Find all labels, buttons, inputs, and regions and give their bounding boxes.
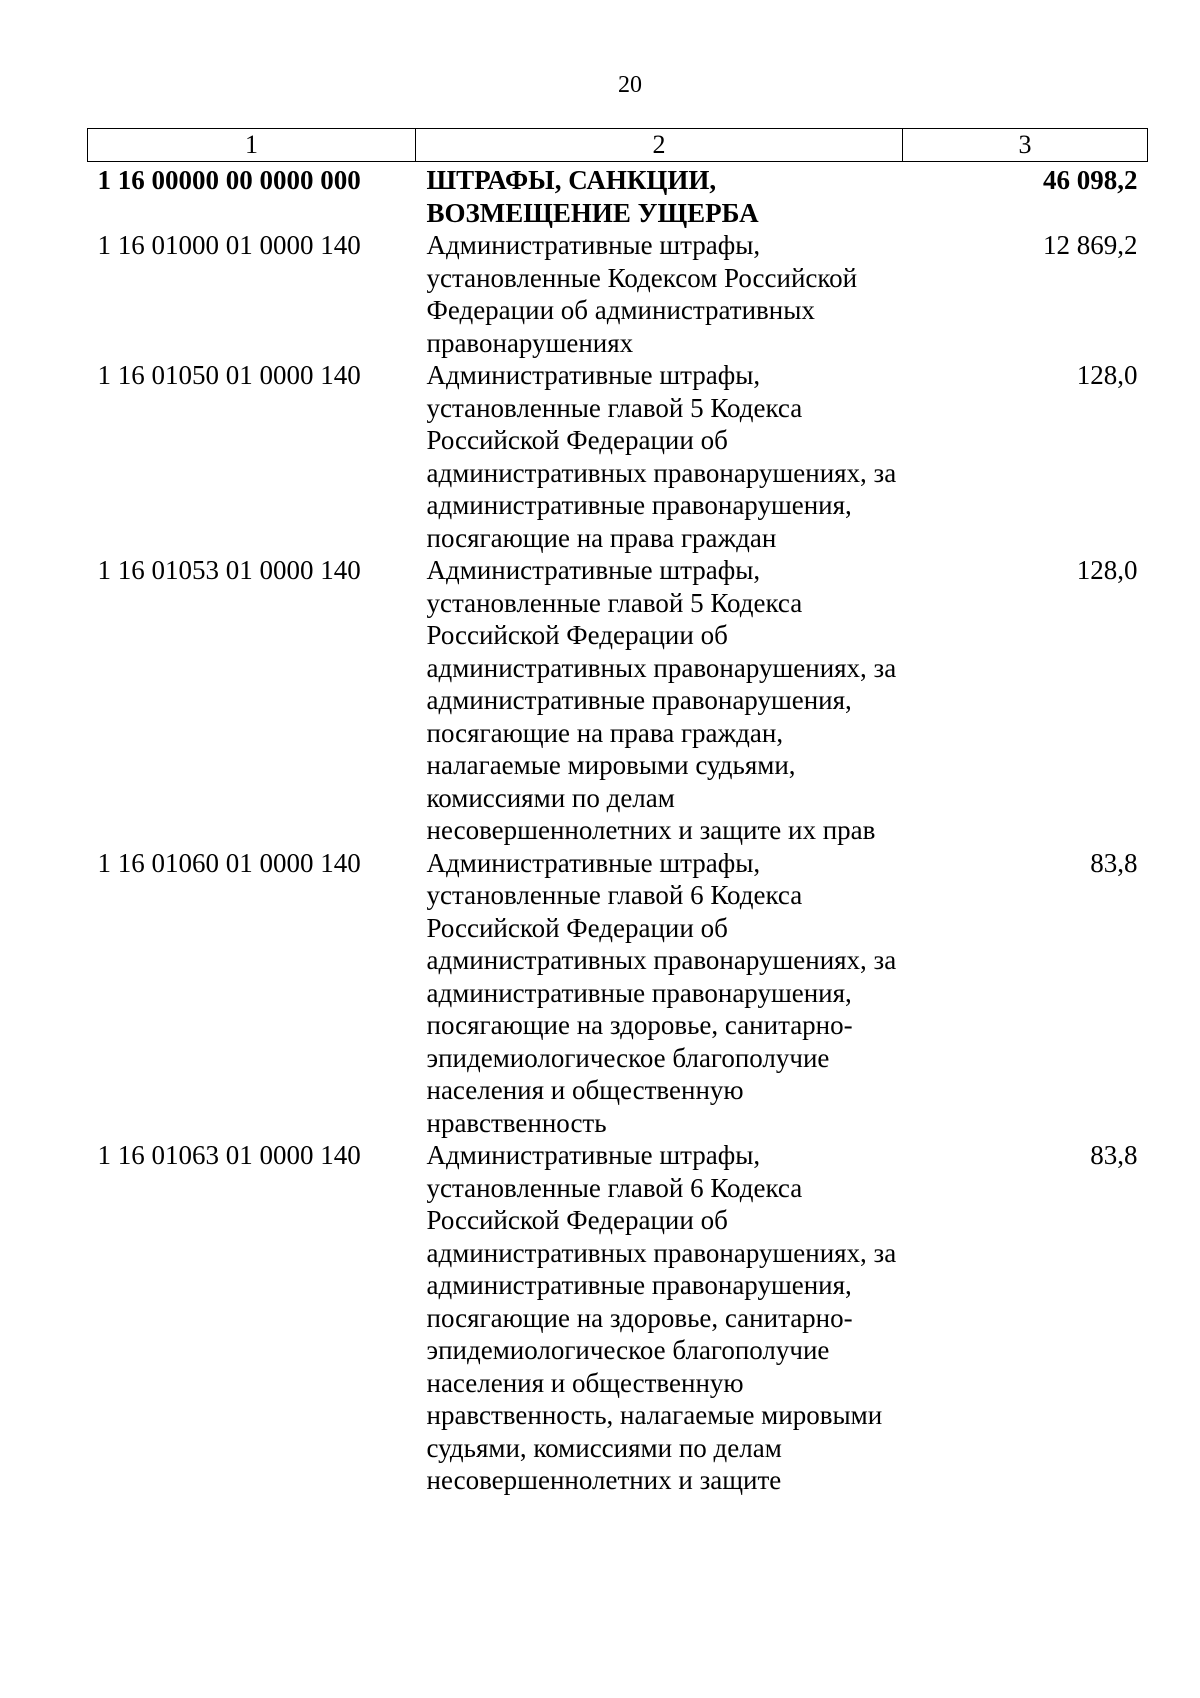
header-col-1: 1 <box>88 129 416 162</box>
row-code: 1 16 01053 01 0000 140 <box>97 555 361 585</box>
row-amount: 83,8 <box>1090 847 1138 878</box>
row-name: ШТРАФЫ, САНКЦИИ, ВОЗМЕЩЕНИЕ УЩЕРБА <box>426 165 759 228</box>
row-code: 1 16 01000 01 0000 140 <box>97 230 361 260</box>
table-row <box>88 229 1148 359</box>
header-col-3: 3 <box>903 129 1148 162</box>
row-amount: 128,0 <box>1076 360 1138 390</box>
row-name: Административные штрафы, установленные главой 5 Кодекса Российской Федерации об административных правонарушениях, за административные правонарушения, посягающие на права граждан <box>426 360 897 553</box>
table-row <box>88 1139 1148 1497</box>
table-row <box>88 359 1148 554</box>
row-code: 1 16 01063 01 0000 140 <box>97 1140 361 1170</box>
table-row <box>88 554 1148 847</box>
revenue-table <box>87 128 1148 1497</box>
row-code: 1 16 01060 01 0000 140 <box>97 847 361 878</box>
table-row <box>88 847 1148 1140</box>
page-number: 20 <box>618 72 642 98</box>
table-row <box>88 162 1148 230</box>
row-amount: 12 869,2 <box>1043 230 1138 260</box>
row-name: Административные штрафы, установленные главой 6 Кодекса Российской Федерации об административных правонарушениях, за административные правонарушения, посягающие на здоровье, санитарно-эпидемиологическое благополучие населения и общественную нравственность <box>426 847 897 1138</box>
row-code: 1 16 00000 00 0000 000 <box>97 165 361 195</box>
row-amount: 46 098,2 <box>1043 165 1138 195</box>
header-row <box>88 129 1148 162</box>
row-amount: 128,0 <box>1076 555 1138 585</box>
table-body <box>88 162 1148 1497</box>
table-header <box>88 129 1148 162</box>
row-amount: 83,8 <box>1090 1140 1138 1170</box>
row-name: Административные штрафы, установленные главой 6 Кодекса Российской Федерации об административных правонарушениях, за административные правонарушения, посягающие на здоровье, санитарно-эпидемиологическое благополучие населения и общественную нравственность, налагаемые мировыми судьями, комиссиями по делам несовершеннолетних и защите <box>426 1140 897 1495</box>
row-name: Административные штрафы, установленные главой 5 Кодекса Российской Федерации об административных правонарушениях, за административные правонарушения, посягающие на права граждан, налагаемые мировыми судьями, комиссиями по делам несовершеннолетних и защите их прав <box>426 555 897 845</box>
header-col-2: 2 <box>416 129 903 162</box>
row-name: Административные штрафы, установленные Кодексом Российской Федерации об административных правонарушениях <box>426 230 858 358</box>
row-code: 1 16 01050 01 0000 140 <box>97 360 361 390</box>
